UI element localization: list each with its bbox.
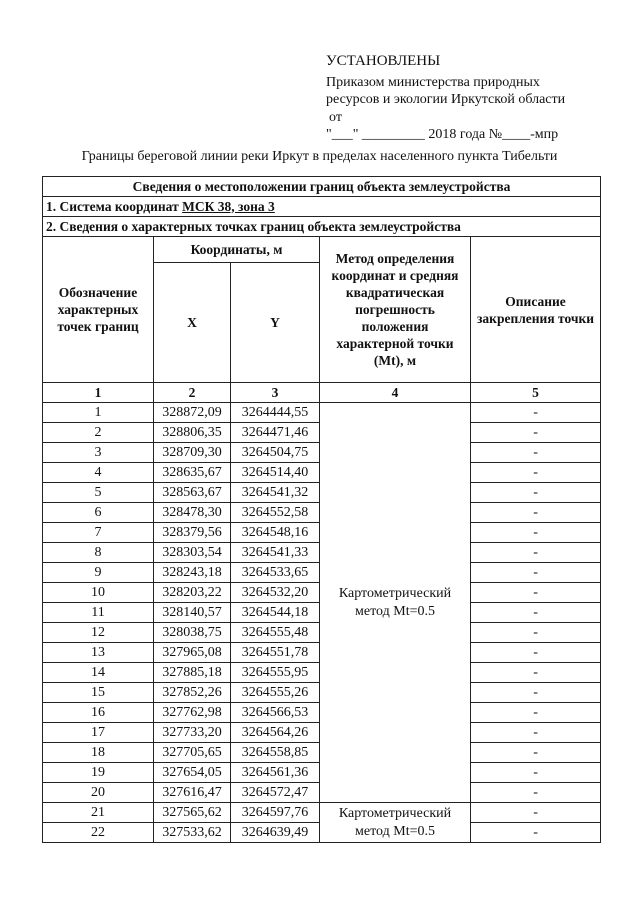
coord-x: 328203,22 — [154, 583, 231, 603]
coord-x: 327762,98 — [154, 703, 231, 723]
approval-line-3: от — [329, 109, 342, 125]
point-description: - — [471, 443, 601, 463]
point-description: - — [471, 503, 601, 523]
point-number: 8 — [43, 543, 154, 563]
approval-line-1: Приказом министерства природных — [326, 74, 540, 90]
coord-y: 3264555,48 — [231, 623, 320, 643]
points-section-title: 2. Сведения о характерных точках границ объекта землеустройства — [43, 217, 601, 237]
point-description: - — [471, 403, 601, 423]
point-number: 10 — [43, 583, 154, 603]
point-number: 13 — [43, 643, 154, 663]
point-number: 22 — [43, 823, 154, 843]
point-description: - — [471, 603, 601, 623]
approval-title: УСТАНОВЛЕНЫ — [326, 53, 441, 69]
coord-y: 3264597,76 — [231, 803, 320, 823]
column-number: 4 — [320, 383, 471, 403]
coord-y: 3264444,55 — [231, 403, 320, 423]
point-number: 2 — [43, 423, 154, 443]
point-description: - — [471, 583, 601, 603]
coord-x: 327965,08 — [154, 643, 231, 663]
coord-y: 3264504,75 — [231, 443, 320, 463]
document-title: Границы береговой линии реки Иркут в пределах населенного пункта Тибельти — [81, 149, 558, 164]
point-number: 4 — [43, 463, 154, 483]
point-number: 6 — [43, 503, 154, 523]
coord-x: 327533,62 — [154, 823, 231, 843]
coord-y: 3264471,46 — [231, 423, 320, 443]
coord-y: 3264541,32 — [231, 483, 320, 503]
table-body — [43, 403, 601, 843]
coord-y: 3264564,26 — [231, 723, 320, 743]
coord-x: 328635,67 — [154, 463, 231, 483]
point-description: - — [471, 623, 601, 643]
coord-x: 328303,54 — [154, 543, 231, 563]
coord-system-row — [43, 197, 601, 217]
point-number: 18 — [43, 743, 154, 763]
coord-x: 328140,57 — [154, 603, 231, 623]
column-number: 3 — [231, 383, 320, 403]
coord-x: 328379,56 — [154, 523, 231, 543]
point-number: 21 — [43, 803, 154, 823]
coord-x: 327885,18 — [154, 663, 231, 683]
coord-x: 328563,67 — [154, 483, 231, 503]
coord-y: 3264548,16 — [231, 523, 320, 543]
approval-block — [326, 53, 565, 144]
point-description: - — [471, 523, 601, 543]
header-method: Метод определения координат и средняя квадратическая погрешность положения характерной точки (Mt), м — [320, 237, 471, 383]
point-number: 5 — [43, 483, 154, 503]
approval-line-2: ресурсов и экологии Иркутской области — [326, 92, 566, 107]
coord-y: 3264555,26 — [231, 683, 320, 703]
coord-y: 3264533,65 — [231, 563, 320, 583]
coord-y: 3264532,20 — [231, 583, 320, 603]
point-description: - — [471, 703, 601, 723]
point-description: - — [471, 803, 601, 823]
point-number: 16 — [43, 703, 154, 723]
coord-x: 328872,09 — [154, 403, 231, 423]
boundary-points-table — [42, 176, 601, 843]
section-title: Сведения о местоположении границ объекта землеустройства — [43, 177, 601, 197]
point-description: - — [471, 483, 601, 503]
point-description: - — [471, 643, 601, 663]
point-number: 3 — [43, 443, 154, 463]
method-cell: Картометрический метод Mt=0.5 — [320, 403, 471, 803]
coord-x: 328478,30 — [154, 503, 231, 523]
point-description: - — [471, 763, 601, 783]
point-number: 7 — [43, 523, 154, 543]
point-description: - — [471, 543, 601, 563]
column-number: 1 — [43, 383, 154, 403]
coord-system-name: МСК 38, зона 3 — [182, 198, 275, 214]
coord-x: 327852,26 — [154, 683, 231, 703]
point-number: 12 — [43, 623, 154, 643]
column-numbers-row — [43, 383, 601, 403]
coord-y: 3264558,85 — [231, 743, 320, 763]
point-number: 1 — [43, 403, 154, 423]
approval-line-4: "___" _________ 2018 года №____-мпр — [326, 127, 559, 142]
table-row — [43, 803, 601, 823]
header-x: X — [154, 263, 231, 383]
coord-x: 327616,47 — [154, 783, 231, 803]
coord-y: 3264514,40 — [231, 463, 320, 483]
coord-y: 3264544,18 — [231, 603, 320, 623]
coord-y: 3264551,78 — [231, 643, 320, 663]
column-number: 2 — [154, 383, 231, 403]
coord-y: 3264561,36 — [231, 763, 320, 783]
header-y: Y — [231, 263, 320, 383]
point-number: 11 — [43, 603, 154, 623]
coord-system-prefix: 1. Система координат — [46, 198, 183, 214]
point-description: - — [471, 663, 601, 683]
column-number: 5 — [471, 383, 601, 403]
coord-x: 328243,18 — [154, 563, 231, 583]
point-description: - — [471, 463, 601, 483]
point-description: - — [471, 743, 601, 763]
header-point: Обозначение характерных точек границ — [43, 237, 154, 383]
header-coords: Координаты, м — [154, 237, 320, 263]
coord-x: 328806,35 — [154, 423, 231, 443]
coord-y: 3264572,47 — [231, 783, 320, 803]
point-number: 19 — [43, 763, 154, 783]
point-description: - — [471, 423, 601, 443]
point-description: - — [471, 683, 601, 703]
coord-x: 328709,30 — [154, 443, 231, 463]
coord-x: 327565,62 — [154, 803, 231, 823]
coord-y: 3264566,53 — [231, 703, 320, 723]
point-description: - — [471, 563, 601, 583]
point-description: - — [471, 723, 601, 743]
coord-y: 3264541,33 — [231, 543, 320, 563]
coord-x: 327654,05 — [154, 763, 231, 783]
point-description: - — [471, 823, 601, 843]
point-description: - — [471, 783, 601, 803]
method-cell: Картометрический метод Mt=0.5 — [320, 803, 471, 843]
point-number: 20 — [43, 783, 154, 803]
point-number: 15 — [43, 683, 154, 703]
coord-x: 328038,75 — [154, 623, 231, 643]
point-number: 9 — [43, 563, 154, 583]
table-row — [43, 403, 601, 423]
coord-y: 3264552,58 — [231, 503, 320, 523]
point-number: 14 — [43, 663, 154, 683]
coord-y: 3264555,95 — [231, 663, 320, 683]
point-number: 17 — [43, 723, 154, 743]
header-description: Описание закрепления точки — [471, 237, 601, 383]
coord-x: 327733,20 — [154, 723, 231, 743]
coord-x: 327705,65 — [154, 743, 231, 763]
coord-y: 3264639,49 — [231, 823, 320, 843]
